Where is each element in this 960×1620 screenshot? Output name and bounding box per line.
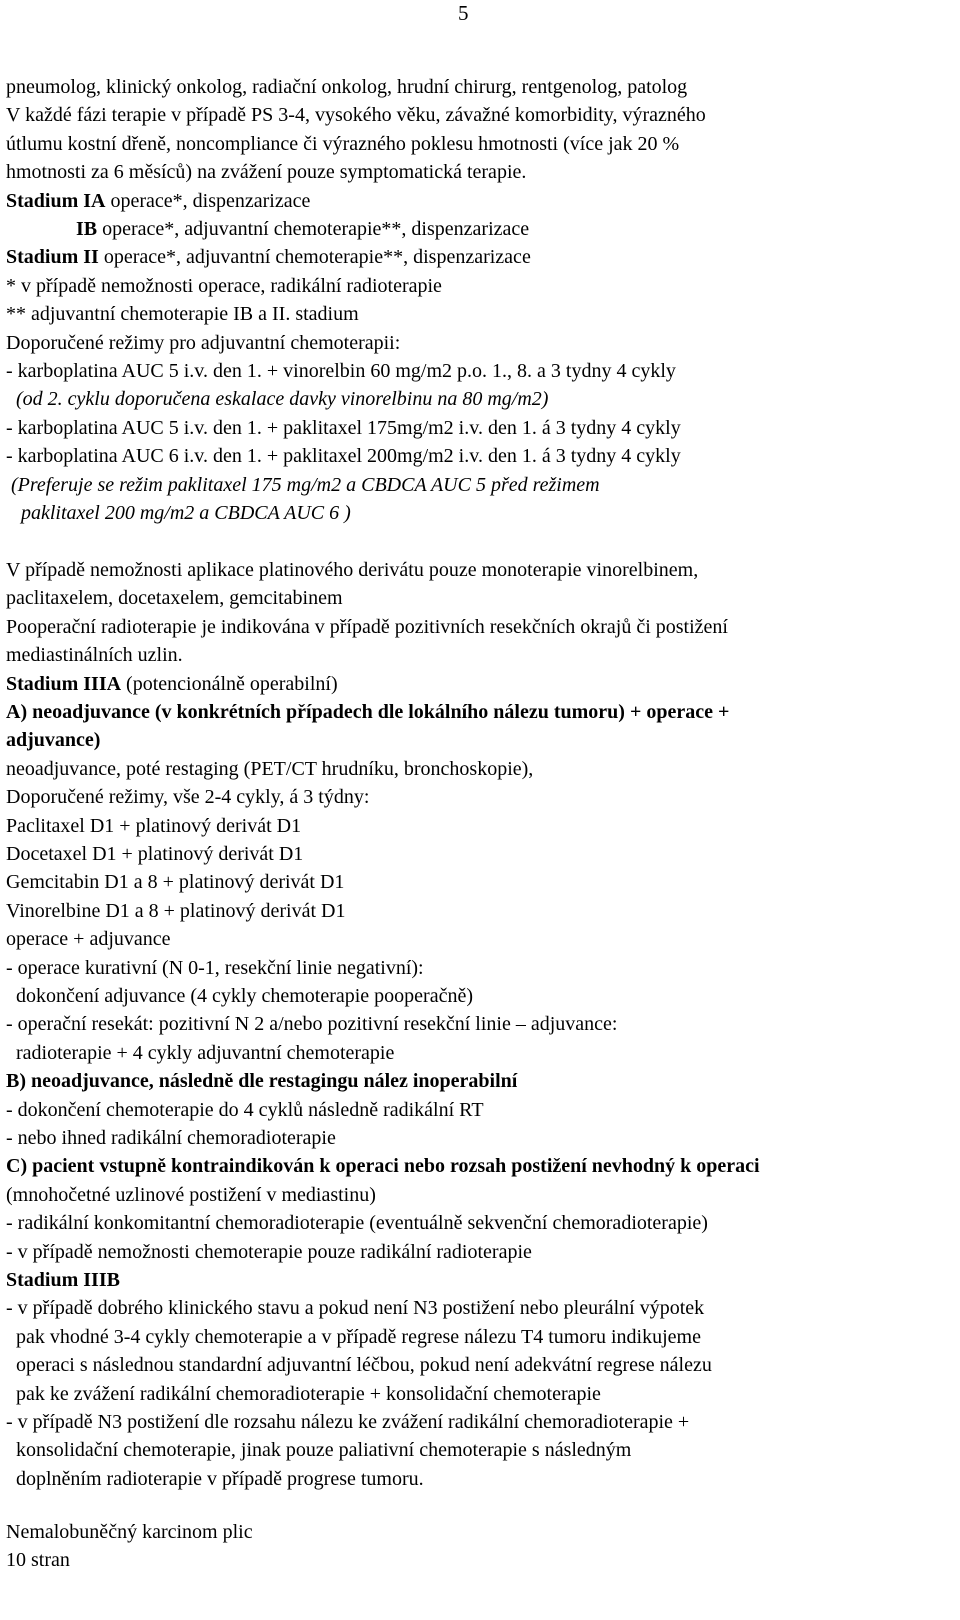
text-line: radioterapie + 4 cykly adjuvantní chemoterapie bbox=[6, 1041, 395, 1064]
stage-heading: Stadium IA bbox=[6, 189, 106, 212]
stage-text: operace*, adjuvantní chemoterapie**, dispenzarizace bbox=[97, 218, 530, 241]
text-line: konsolidační chemoterapie, jinak pouze paliativní chemoterapie s následným bbox=[6, 1439, 632, 1462]
section-heading: adjuvance) bbox=[6, 729, 101, 752]
regimen-line: - karboplatina AUC 5 i.v. den 1. + vinorelbin 60 mg/m2 p.o. 1., 8. a 3 tydny 4 cykly bbox=[6, 360, 676, 383]
page-number: 5 bbox=[458, 1, 469, 25]
text-line: - v případě dobrého klinického stavu a pokud není N3 postižení nebo pleurální výpotek bbox=[6, 1297, 705, 1320]
document-body bbox=[6, 73, 951, 1493]
stage-heading: Stadium IIIA bbox=[6, 672, 122, 695]
section-heading: C) pacient vstupně kontraindikován k operaci nebo rozsah postižení nevhodný k operaci bbox=[6, 1155, 760, 1178]
text-line: - dokončení chemoterapie do 4 cyklů následně radikální RT bbox=[6, 1098, 484, 1121]
regimen-note: (od 2. cyklu doporučena eskalace davky vinorelbinu na 80 mg/m2) bbox=[6, 388, 549, 411]
text-line: operace + adjuvance bbox=[6, 928, 171, 951]
text-line: doplněním radioterapie v případě progrese tumoru. bbox=[6, 1467, 424, 1490]
text-line: - operační resekát: pozitivní N 2 a/nebo pozitivní resekční linie – adjuvance: bbox=[6, 1013, 618, 1036]
text-line: útlumu kostní dřeně, noncompliance či výrazného poklesu hmotnosti (více jak 20 % bbox=[6, 132, 680, 155]
text-line: Docetaxel D1 + platinový derivát D1 bbox=[6, 842, 304, 865]
stage-text: operace*, adjuvantní chemoterapie**, dispenzarizace bbox=[98, 246, 531, 269]
text-line: hmotnosti za 6 měsíců) na zvážení pouze symptomatická terapie. bbox=[6, 161, 527, 184]
text-line: Doporučené režimy, vše 2-4 cykly, á 3 týdny: bbox=[6, 786, 370, 809]
stage-ib-line bbox=[6, 215, 951, 243]
text-line: - v případě N3 postižení dle rozsahu nálezu ke zvážení radikální chemoradioterapie + bbox=[6, 1411, 690, 1434]
page-footer bbox=[6, 1518, 253, 1574]
stage-ia-line bbox=[6, 187, 951, 215]
stage-heading: Stadium IIIB bbox=[6, 1269, 120, 1292]
section-heading: A) neoadjuvance (v konkrétních případech dle lokálního nálezu tumoru) + operace + bbox=[6, 700, 730, 723]
regimen-note: (Preferuje se režim paklitaxel 175 mg/m2 a CBDCA AUC 5 před režimem bbox=[6, 473, 600, 496]
stage-iiia-line bbox=[6, 670, 951, 698]
text-line: dokončení adjuvance (4 cykly chemoterapie pooperačně) bbox=[6, 984, 474, 1007]
text-line: Pooperační radioterapie je indikována v případě pozitivních resekčních okrajů či postižení bbox=[6, 615, 728, 638]
stage-ii-line bbox=[6, 243, 951, 271]
indent bbox=[6, 218, 76, 240]
regimen-note: paklitaxel 200 mg/m2 a CBDCA AUC 6 ) bbox=[6, 502, 351, 525]
stage-heading: Stadium II bbox=[6, 246, 99, 269]
regimen-line: - karboplatina AUC 6 i.v. den 1. + paklitaxel 200mg/m2 i.v. den 1. á 3 tydny 4 cykly bbox=[6, 445, 681, 468]
text-line: Doporučené režimy pro adjuvantní chemoterapii: bbox=[6, 331, 401, 354]
text-line: - nebo ihned radikální chemoradioterapie bbox=[6, 1127, 336, 1150]
text-line: V případě nemožnosti aplikace platinového derivátu pouze monoterapie vinorelbinem, bbox=[6, 558, 699, 581]
stage-text: operace*, dispenzarizace bbox=[105, 189, 311, 212]
text-line: Gemcitabin D1 a 8 + platinový derivát D1 bbox=[6, 871, 345, 894]
text-line: neoadjuvance, poté restaging (PET/CT hrudníku, bronchoskopie), bbox=[6, 757, 534, 780]
text-line: pneumolog, klinický onkolog, radiační onkolog, hrudní chirurg, rentgenolog, patolog bbox=[6, 76, 688, 98]
text-line: pak ke zvážení radikální chemoradioterapie + konsolidační chemoterapie bbox=[6, 1382, 601, 1405]
text-line: - radikální konkomitantní chemoradioterapie (eventuálně sekvenční chemoradioterapie) bbox=[6, 1212, 708, 1235]
section-heading: B) neoadjuvance, následně dle restagingu nález inoperabilní bbox=[6, 1070, 518, 1093]
text-line: Paclitaxel D1 + platinový derivát D1 bbox=[6, 814, 302, 837]
regimen-line: - karboplatina AUC 5 i.v. den 1. + paklitaxel 175mg/m2 i.v. den 1. á 3 tydny 4 cykly bbox=[6, 416, 681, 439]
text-line: (mnohočetné uzlinové postižení v mediastinu) bbox=[6, 1183, 376, 1206]
footer-title: Nemalobuněčný karcinom plic bbox=[6, 1521, 253, 1543]
footnote-line: * v případě nemožnosti operace, radikální radioterapie bbox=[6, 274, 442, 297]
text-line: pak vhodné 3-4 cykly chemoterapie a v případě regrese nálezu T4 tumoru indikujeme bbox=[6, 1325, 701, 1348]
footnote-line: ** adjuvantní chemoterapie IB a II. stadium bbox=[6, 303, 359, 326]
text-line: - v případě nemožnosti chemoterapie pouze radikální radioterapie bbox=[6, 1240, 532, 1263]
stage-heading: IB bbox=[76, 218, 98, 241]
footer-page-count: 10 stran bbox=[6, 1549, 70, 1571]
text-line: paclitaxelem, docetaxelem, gemcitabinem bbox=[6, 587, 343, 610]
paragraph-gap bbox=[6, 528, 951, 556]
text-line: V každé fázi terapie v případě PS 3-4, vysokého věku, závažné komorbidity, výrazného bbox=[6, 104, 706, 127]
text-line: mediastinálních uzlin. bbox=[6, 644, 183, 667]
text-line: - operace kurativní (N 0-1, resekční linie negativní): bbox=[6, 956, 424, 979]
text-line: operaci s následnou standardní adjuvantní léčbou, pokud není adekvátní regrese nálezu bbox=[6, 1354, 712, 1377]
stage-text: (potencionálně operabilní) bbox=[121, 672, 338, 695]
text-line: Vinorelbine D1 a 8 + platinový derivát D1 bbox=[6, 899, 346, 922]
